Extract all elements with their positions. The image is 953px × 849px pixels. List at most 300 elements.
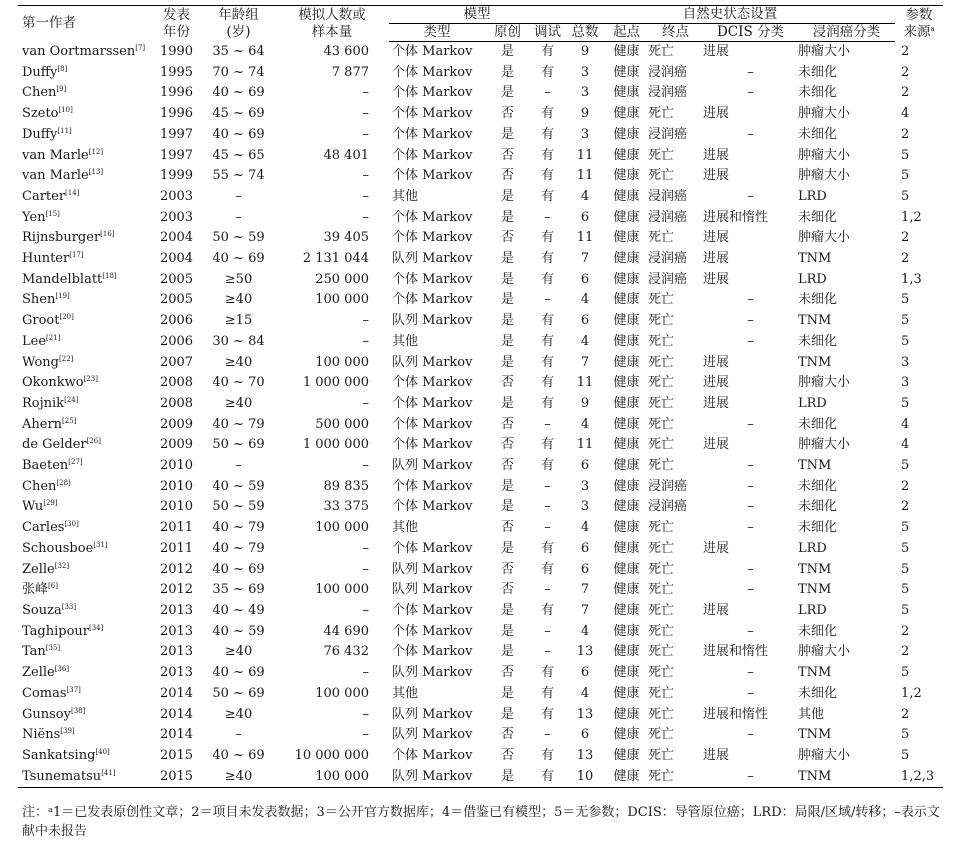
age-cell: ≥40	[224, 395, 253, 411]
reference-marker: [35]	[45, 644, 61, 653]
invasive-cell: TNM	[798, 582, 832, 598]
author-cell	[18, 394, 151, 415]
header-model-type: 类型	[389, 24, 485, 42]
age-cell: –	[235, 727, 242, 743]
calibration-cell: –	[544, 292, 551, 308]
reference-marker: [37]	[66, 685, 81, 694]
size-cell: 39 405	[323, 230, 369, 246]
end-cell: 死亡	[648, 540, 675, 556]
start-cell: 健康	[613, 623, 640, 639]
year-cell: 1997	[159, 126, 194, 142]
reference-marker: [22]	[59, 354, 74, 363]
end-cell: 浸润癌	[648, 499, 688, 515]
start-cell: 健康	[613, 540, 640, 556]
dcis-cell: –	[747, 520, 754, 536]
reference-marker: [9]	[56, 85, 67, 94]
model-type-cell: 个体 Markov	[392, 623, 473, 639]
dcis-cell: –	[747, 126, 754, 142]
table-row	[18, 42, 943, 63]
size-cell: –	[362, 106, 369, 122]
calibration-cell: –	[544, 582, 551, 598]
age-cell: 50 ~ 59	[212, 499, 265, 515]
age-cell: ≥40	[224, 292, 253, 308]
reference-marker: [25]	[62, 416, 77, 425]
param-source-cell: 5	[901, 520, 910, 536]
reference-marker: [7]	[135, 43, 146, 52]
year-cell: 2012	[159, 582, 194, 598]
dcis-cell: 进展	[703, 271, 730, 287]
size-cell: –	[362, 313, 369, 329]
reference-marker: [30]	[64, 520, 79, 529]
author-name: Souza	[22, 602, 62, 618]
header-calibration: 调试	[530, 24, 565, 42]
author-name: 张峰	[22, 582, 49, 598]
total-cell: 7	[580, 251, 590, 267]
calibration-cell: 有	[540, 458, 554, 474]
author-name: Chen	[22, 478, 57, 494]
original-cell: 否	[500, 437, 514, 453]
calibration-cell: 有	[540, 747, 554, 763]
invasive-cell: TNM	[798, 313, 832, 329]
dcis-cell: 进展和惰性	[703, 706, 769, 722]
calibration-cell: 有	[540, 375, 554, 391]
param-source-cell: 5	[901, 313, 910, 329]
reference-marker: [17]	[69, 251, 84, 260]
size-cell: –	[362, 458, 369, 474]
reference-marker: [6]	[48, 582, 58, 591]
size-cell: –	[362, 727, 369, 743]
reference-marker: [28]	[56, 478, 71, 487]
calibration-cell: 有	[540, 230, 554, 246]
reference-marker: [19]	[55, 292, 70, 301]
author-cell	[18, 477, 151, 498]
table-footnote: 注：ᵃ1＝已发表原创性文章；2＝项目未发表数据；3＝公开官方数据库；4＝借鉴已有模型；5＝无参数；DCIS：导管原位癌；LRD：局限/区域/转移；–表示文献中未报告	[22, 805, 940, 839]
dcis-cell: 进展	[703, 251, 730, 267]
start-cell: 健康	[613, 665, 640, 681]
author-cell	[18, 601, 151, 622]
author-name: Carter	[22, 188, 66, 204]
table-row	[18, 684, 943, 705]
table-row	[18, 435, 943, 456]
original-cell: 是	[500, 85, 514, 101]
end-cell: 死亡	[648, 375, 675, 391]
author-cell	[18, 125, 151, 146]
dcis-cell: –	[747, 85, 754, 101]
reference-marker: [15]	[45, 209, 60, 218]
author-cell	[18, 166, 151, 187]
table-row	[18, 63, 943, 84]
model-type-cell: 个体 Markov	[392, 209, 473, 225]
start-cell: 健康	[613, 561, 640, 577]
calibration-cell: –	[544, 623, 551, 639]
author-name: Zelle	[22, 665, 55, 681]
end-cell: 死亡	[648, 706, 675, 722]
year-cell: 2005	[159, 292, 194, 308]
param-source-cell: 5	[901, 458, 910, 474]
author-name: Duffy	[22, 126, 58, 142]
year-cell: 2009	[159, 437, 194, 453]
year-cell: 2008	[159, 375, 194, 391]
param-source-cell: 2	[901, 251, 910, 267]
author-cell	[18, 456, 151, 477]
total-cell: 7	[580, 354, 590, 370]
total-cell: 4	[580, 416, 590, 432]
total-cell: 3	[580, 499, 590, 515]
year-cell: 2012	[159, 561, 194, 577]
size-cell: 44 690	[323, 623, 369, 639]
start-cell: 健康	[613, 499, 640, 515]
year-cell: 2006	[159, 313, 194, 329]
author-name: van Marle	[22, 147, 89, 163]
table-row	[18, 394, 943, 415]
author-cell	[18, 622, 151, 643]
age-cell: 40 ~ 79	[212, 416, 265, 432]
size-cell: 250 000	[315, 271, 369, 287]
original-cell: 是	[500, 333, 514, 349]
year-cell: 2014	[159, 706, 194, 722]
calibration-cell: 有	[540, 706, 554, 722]
invasive-cell: LRD	[798, 540, 827, 556]
author-name: Taghipour	[22, 623, 89, 639]
age-cell: 50 ~ 69	[212, 685, 265, 701]
reference-marker: [23]	[83, 375, 98, 384]
header-natural-history: 自然史状态设置	[565, 6, 895, 24]
age-cell: ≥40	[202, 767, 275, 788]
end-cell: 浸润癌	[648, 64, 688, 80]
model-type-cell: 队列 Markov	[392, 582, 473, 598]
table-row	[18, 746, 943, 767]
size-cell: 1 000 000	[302, 437, 369, 453]
param-source-cell: 5	[901, 727, 910, 743]
header-param-source	[895, 6, 943, 42]
model-type-cell: 其他	[392, 685, 419, 701]
end-cell: 死亡	[648, 313, 675, 329]
author-cell	[18, 187, 151, 208]
model-type-cell: 个体 Markov	[392, 230, 473, 246]
author-name: Hunter	[22, 251, 70, 267]
dcis-cell: 进展	[703, 395, 730, 411]
year-cell: 2009	[159, 416, 194, 432]
total-cell: 3	[580, 478, 590, 494]
invasive-cell: 肿瘤大小	[798, 168, 851, 184]
param-source-cell: 4	[901, 106, 910, 122]
original-cell: 是	[500, 354, 514, 370]
model-type-cell: 个体 Markov	[392, 44, 473, 59]
invasive-cell: 未细化	[798, 292, 838, 308]
age-cell: 45 ~ 69	[212, 106, 265, 122]
param-source-cell: 5	[901, 582, 910, 598]
table-row	[18, 601, 943, 622]
author-name: Carles	[22, 520, 65, 536]
author-cell	[18, 249, 151, 270]
model-type-cell: 个体 Markov	[392, 540, 473, 556]
size-cell: 76 432	[323, 644, 369, 660]
model-type-cell: 个体 Markov	[392, 747, 473, 763]
age-cell: 50 ~ 59	[212, 230, 265, 246]
param-source-cell: 1,2	[901, 209, 922, 225]
model-type-cell: 个体 Markov	[392, 375, 473, 391]
age-cell: 45 ~ 65	[212, 147, 265, 163]
header-param-source-sup: a	[930, 24, 935, 33]
age-cell: –	[235, 458, 242, 474]
calibration-cell: 有	[540, 271, 554, 287]
original-cell: 是	[500, 644, 514, 660]
start-cell: 健康	[613, 64, 640, 80]
invasive-cell: 肿瘤大小	[798, 644, 851, 660]
year-cell: 1990	[159, 43, 194, 59]
invasive-cell: 肿瘤大小	[798, 147, 851, 163]
param-source-cell: 5	[901, 188, 910, 204]
end-cell: 死亡	[648, 44, 675, 59]
author-cell	[18, 560, 151, 581]
age-cell: 40 ~ 69	[212, 747, 265, 763]
original-cell: 是	[500, 64, 514, 80]
end-cell: 死亡	[648, 147, 675, 163]
start-cell: 健康	[613, 582, 640, 598]
year-cell: 1996	[159, 85, 194, 101]
model-type-cell: 其他	[392, 520, 419, 536]
author-name: Okonkwo	[22, 375, 84, 391]
author-name: Zelle	[22, 561, 55, 577]
model-type-cell: 个体 Markov	[392, 292, 473, 308]
end-cell: 死亡	[648, 747, 675, 763]
calibration-cell: 有	[540, 333, 554, 349]
invasive-cell: 未细化	[798, 64, 838, 80]
total-cell: 6	[580, 665, 590, 681]
calibration-cell: 有	[540, 64, 554, 80]
dcis-cell: 进展	[703, 168, 730, 184]
start-cell: 健康	[613, 395, 640, 411]
dcis-cell: 进展	[703, 230, 730, 246]
year-cell: 1996	[159, 106, 194, 122]
model-type-cell: 个体 Markov	[392, 437, 473, 453]
invasive-cell: 其他	[798, 706, 825, 722]
calibration-cell: 有	[540, 44, 554, 59]
model-type-cell: 队列 Markov	[392, 561, 473, 577]
reference-marker: [32]	[54, 561, 70, 570]
size-cell: 10 000 000	[294, 747, 369, 763]
table-row	[18, 166, 943, 187]
year-cell: 1997	[159, 147, 194, 163]
calibration-cell: –	[544, 727, 551, 743]
calibration-cell: 有	[540, 251, 554, 267]
start-cell: 健康	[613, 375, 640, 391]
author-name: Mandelblatt	[22, 271, 103, 287]
end-cell: 浸润癌	[648, 188, 688, 204]
reference-marker: [13]	[88, 168, 104, 177]
invasive-cell: 未细化	[798, 333, 838, 349]
param-source-cell: 5	[901, 147, 910, 163]
reference-marker: [27]	[68, 458, 83, 467]
total-cell: 6	[580, 271, 590, 287]
age-cell: 40 ~ 79	[212, 540, 265, 556]
invasive-cell: 肿瘤大小	[798, 375, 851, 391]
dcis-cell: 进展和惰性	[703, 209, 769, 225]
param-source-cell: 4	[901, 437, 910, 453]
year-cell: 2010	[159, 478, 194, 494]
size-cell: –	[362, 333, 369, 349]
end-cell: 死亡	[648, 168, 675, 184]
table-row	[18, 125, 943, 146]
table-row	[18, 560, 943, 581]
start-cell: 健康	[613, 44, 640, 59]
original-cell: 是	[500, 540, 514, 556]
dcis-cell: –	[747, 582, 754, 598]
header-start: 起点	[605, 24, 648, 42]
author-cell	[18, 684, 151, 705]
year-cell: 2013	[159, 602, 194, 618]
original-cell: 是	[500, 395, 514, 411]
total-cell: 11	[576, 230, 594, 246]
invasive-cell: TNM	[798, 561, 832, 577]
model-type-cell: 队列 Markov	[392, 727, 473, 743]
header-age-group: 年龄组 (岁)	[202, 6, 275, 42]
total-cell: 6	[580, 313, 590, 329]
reference-marker: [40]	[95, 747, 110, 756]
author-cell	[18, 208, 151, 229]
author-name: Lee	[22, 333, 47, 349]
start-cell: 健康	[613, 644, 640, 660]
original-cell: 否	[500, 375, 514, 391]
model-type-cell: 其他	[392, 188, 419, 204]
year-cell: 2010	[159, 458, 194, 474]
author-cell	[18, 725, 151, 746]
dcis-cell: –	[747, 561, 754, 577]
start-cell: 健康	[613, 106, 640, 122]
dcis-cell: 进展	[703, 747, 730, 763]
table-row	[18, 456, 943, 477]
author-name: Sankatsing	[22, 747, 96, 763]
age-cell: 35 ~ 69	[212, 582, 265, 598]
table-header	[18, 6, 943, 42]
table-row	[18, 83, 943, 104]
model-type-cell: 个体 Markov	[392, 271, 473, 287]
total-cell: 7	[580, 582, 590, 598]
total-cell: 4	[580, 623, 590, 639]
year-cell: 2011	[159, 520, 194, 536]
author-name: Schousboe	[22, 540, 94, 556]
author-name: Rijnsburger	[22, 230, 101, 246]
table-row	[18, 146, 943, 167]
age-cell: 70 ~ 74	[212, 64, 265, 80]
size-cell: –	[362, 209, 369, 225]
end-cell: 浸润癌	[648, 251, 688, 267]
dcis-cell: –	[747, 665, 754, 681]
reference-marker: [18]	[102, 271, 117, 280]
end-cell: 浸润癌	[648, 126, 688, 142]
author-cell	[18, 42, 151, 63]
year-cell: 2014	[159, 685, 194, 701]
size-cell: –	[362, 561, 369, 577]
end-cell: 死亡	[648, 395, 675, 411]
age-cell: –	[235, 209, 242, 225]
invasive-cell: 未细化	[798, 85, 838, 101]
size-cell: 89 835	[323, 478, 369, 494]
model-type-cell: 队列 Markov	[392, 251, 473, 267]
calibration-cell: 有	[540, 313, 554, 329]
author-cell	[18, 63, 151, 84]
size-cell: 100 000	[315, 685, 369, 701]
total-cell: 6	[580, 209, 590, 225]
total-cell: 4	[580, 188, 590, 204]
author-cell	[18, 642, 151, 663]
model-type-cell: 个体 Markov	[392, 126, 473, 142]
calibration-cell: 有	[530, 767, 565, 788]
header-param-source-text: 参数 来源	[903, 6, 933, 40]
start-cell: 健康	[613, 85, 640, 101]
age-cell: 50 ~ 69	[212, 437, 265, 453]
author-cell	[18, 228, 151, 249]
table-row	[18, 663, 943, 684]
start-cell: 健康	[613, 685, 640, 701]
age-cell: ≥40	[224, 706, 253, 722]
total-cell: 4	[580, 292, 590, 308]
param-source-cell: 5	[901, 561, 910, 577]
size-cell: 100 000	[315, 520, 369, 536]
end-cell: 死亡	[648, 561, 675, 577]
header-original: 原创	[485, 24, 530, 42]
size-cell: –	[362, 706, 369, 722]
invasive-cell: 肿瘤大小	[798, 747, 851, 763]
size-cell: 100 000	[315, 354, 369, 370]
model-type-cell: 队列 Markov	[392, 665, 473, 681]
total-cell: 13	[576, 747, 594, 763]
author-name: Tan	[22, 644, 46, 660]
invasive-cell: 未细化	[798, 499, 838, 515]
param-source-cell: 5	[901, 540, 910, 556]
invasive-cell: TNM	[798, 458, 832, 474]
table-row	[18, 477, 943, 498]
end-cell: 浸润癌	[648, 271, 688, 287]
size-cell: 500 000	[315, 416, 369, 432]
invasive-cell: TNM	[798, 727, 832, 743]
author-cell	[18, 146, 151, 167]
author-name: Comas	[22, 685, 67, 701]
dcis-cell: 进展	[703, 44, 730, 59]
invasive-cell: 未细化	[798, 416, 838, 432]
calibration-cell: –	[544, 209, 551, 225]
reference-marker: [16]	[100, 230, 115, 239]
model-comparison-table	[18, 5, 943, 788]
author-name: Gunsoy	[22, 706, 71, 722]
header-pub-year: 发表 年份	[151, 6, 202, 42]
year-cell: 2014	[159, 727, 194, 743]
author-cell	[18, 705, 151, 726]
total-cell: 4	[580, 685, 590, 701]
total-cell: 6	[580, 727, 590, 743]
table-row	[18, 539, 943, 560]
original-cell: 是	[500, 706, 514, 722]
start-cell: 健康	[613, 416, 640, 432]
table-body	[18, 42, 943, 788]
author-name: Rojnik	[22, 395, 65, 411]
start-cell: 健康	[613, 271, 640, 287]
model-type-cell: 其他	[392, 333, 419, 349]
reference-marker: [34]	[89, 623, 104, 632]
table-row	[18, 767, 943, 788]
model-type-cell: 个体 Markov	[392, 644, 473, 660]
age-cell: 30 ~ 84	[212, 333, 265, 349]
model-type-cell: 队列 Markov	[392, 706, 473, 722]
reference-marker: [39]	[60, 727, 75, 736]
total-cell: 9	[580, 106, 590, 122]
reference-marker: [10]	[58, 106, 73, 115]
age-cell: 40 ~ 69	[212, 561, 265, 577]
original-cell: 否	[500, 416, 514, 432]
calibration-cell: –	[544, 644, 551, 660]
end-cell: 死亡	[648, 623, 675, 639]
model-type-cell: 队列 Markov	[392, 313, 473, 329]
